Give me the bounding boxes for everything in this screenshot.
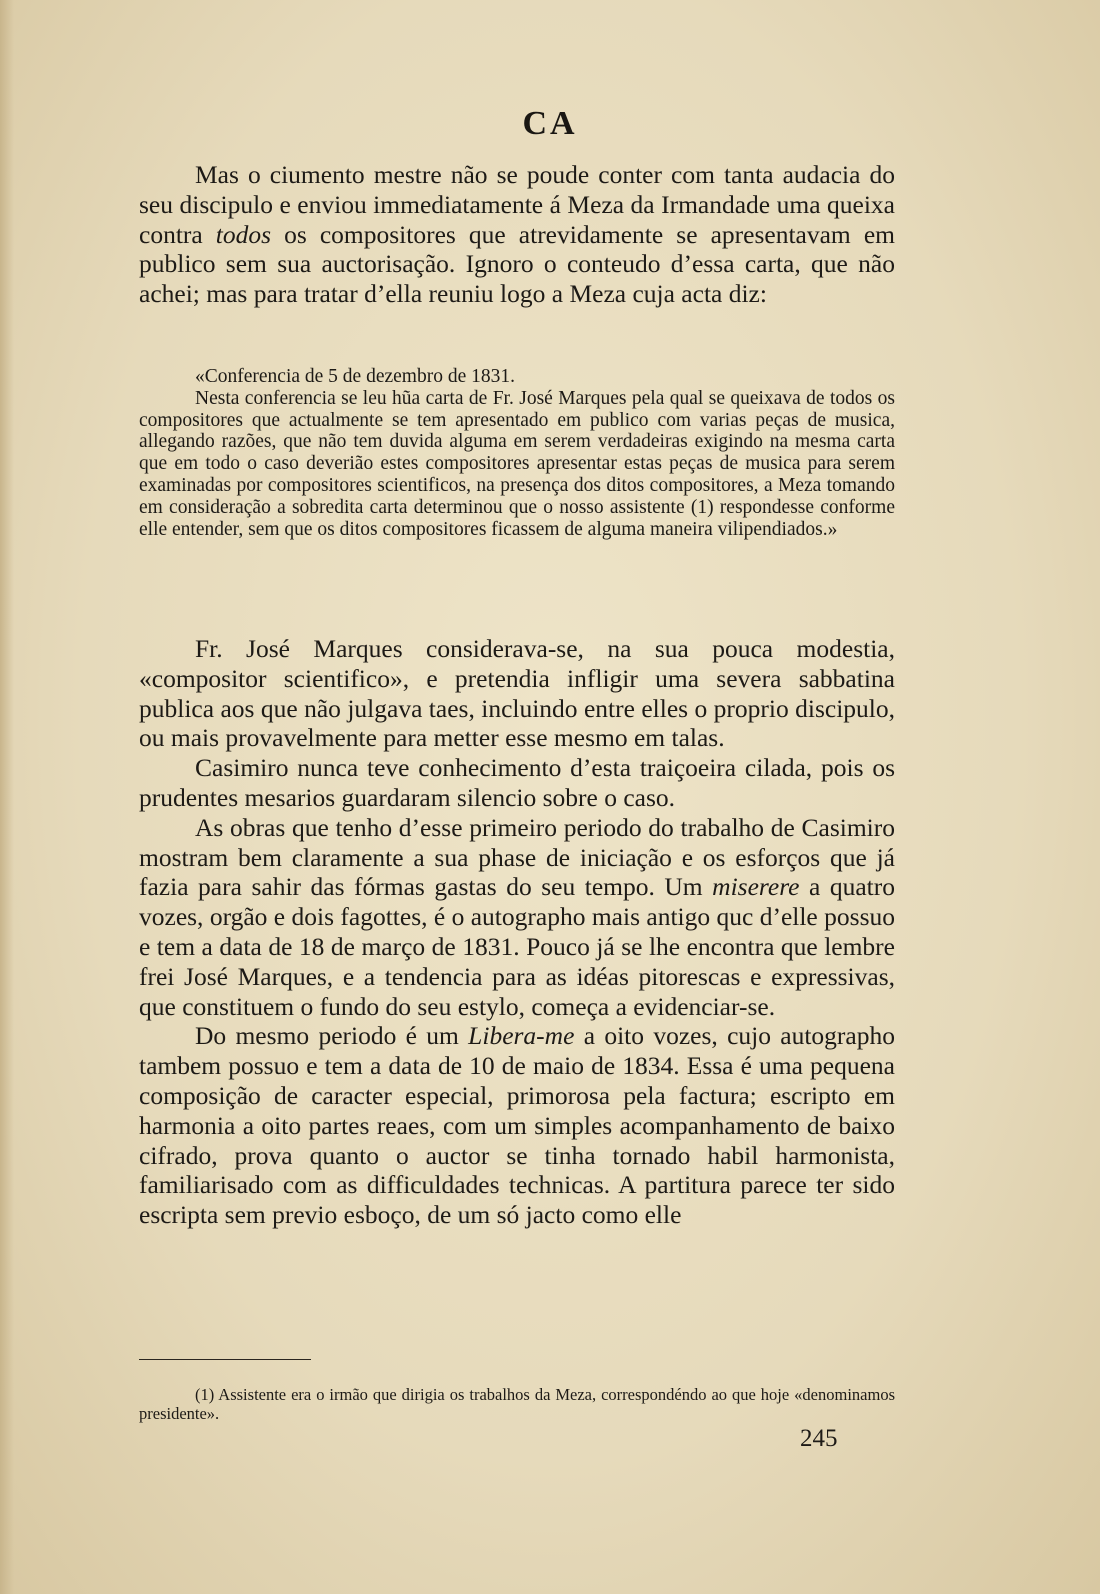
italic-text: todos [215, 219, 272, 249]
page-number: 245 [800, 1425, 838, 1452]
footnote [139, 1386, 895, 1423]
running-header: CA [522, 105, 578, 142]
text-run: os compositores que atrevidamente se apresentavam em publico sem sua auctorisação. Ignoro o conteudo d’essa carta, que não achei; mas para tratar d’ella reuniu logo a Meza cuja acta diz: [139, 219, 895, 309]
text-run: Mas o ciumento mestre não se poude conter com tanta audacia do seu discipulo e enviou immediatamente á Meza da Irmandade uma queixa contra [139, 160, 895, 249]
paragraph: Fr. José Marques considerava-se, na sua pouca modestia, «compositor scientifico», e pretendia infligir uma severa sabbatina publica aos que não julgava taes, incluindo entre elles o proprio discipulo, ou mais provavelmente para metter esse mesmo em talas. [139, 634, 895, 753]
quote-heading: «Conferencia de 5 de dezembro de 1831. [195, 366, 515, 387]
text-run: a oito vozes, cujo autographo tambem possuo e tem a data de 10 de maio de 1834. Essa é uma pequena composição de caracter especial, primorosa pela factura; escripto em harmonia a oito partes reaes, com um simples acompanhamento de baixo cifrado, prova quanto o auctor se tinha tornado habil harmonista, familiarisado com as difficuldades technicas. A partitura parece ter sido escripta sem previo esboço, de um só jacto como elle [139, 1021, 895, 1230]
quote-body: Nesta conferencia se leu hũa carta de Fr. José Marques pela qual se queixava de todos os compositores que actualmente se tem apresentado em publico com varias peças de musica, allegando razões, que não tem duvida alguma em serem verdadeiras exigindo na mesma carta que em todo o caso deverião estes compositores apresentar estas peças de musica para serem examinadas por compositores scientificos, na presença dos ditos compositores, a Meza tomando em consideração a sobredita carta determinou que o nosso assistente (1) respondesse conforme elle entender, sem que os ditos compositores ficassem de alguma maneira vilipendiados.» [139, 387, 895, 540]
text-block-bottom [139, 634, 895, 1230]
paragraph [139, 1021, 895, 1230]
paragraph [139, 813, 895, 1022]
text-run: a quatro vozes, orgão e dois fagottes, é o autographo mais antigo quc d’elle possuo e tem a data de 18 de março de 1831. Pouco já se lhe encontra que lembre frei José Marques, e a tendencia para as idéas pitorescas e expressivas, que constituem o fundo do seu estylo, começa a evidenciar-se. [139, 872, 896, 1021]
italic-text: Libera-me [468, 1021, 575, 1051]
text-run: As obras que tenho d’esse primeiro periodo do trabalho de Casimiro mostram bem claramente a sua phase de iniciação e os esforços que já fazia para sahir das fórmas gastas do seu tempo. Um [139, 812, 895, 902]
footnote-divider [139, 1359, 311, 1360]
paragraph: Casimiro nunca teve conhecimento d’esta traiçoeira cilada, pois os prudentes mesarios guardaram silencio sobre o caso. [139, 753, 895, 812]
paragraph [139, 160, 895, 309]
text-block-top [139, 160, 895, 309]
text-run: Do mesmo periodo é um [195, 1021, 469, 1051]
quoted-minutes [139, 366, 895, 540]
footnote-text: (1) Assistente era o irmão que dirigia os trabalhos da Meza, correspondéndo ao que hoje «denominamos presidente». [139, 1385, 895, 1423]
italic-text: miserere [712, 872, 800, 902]
